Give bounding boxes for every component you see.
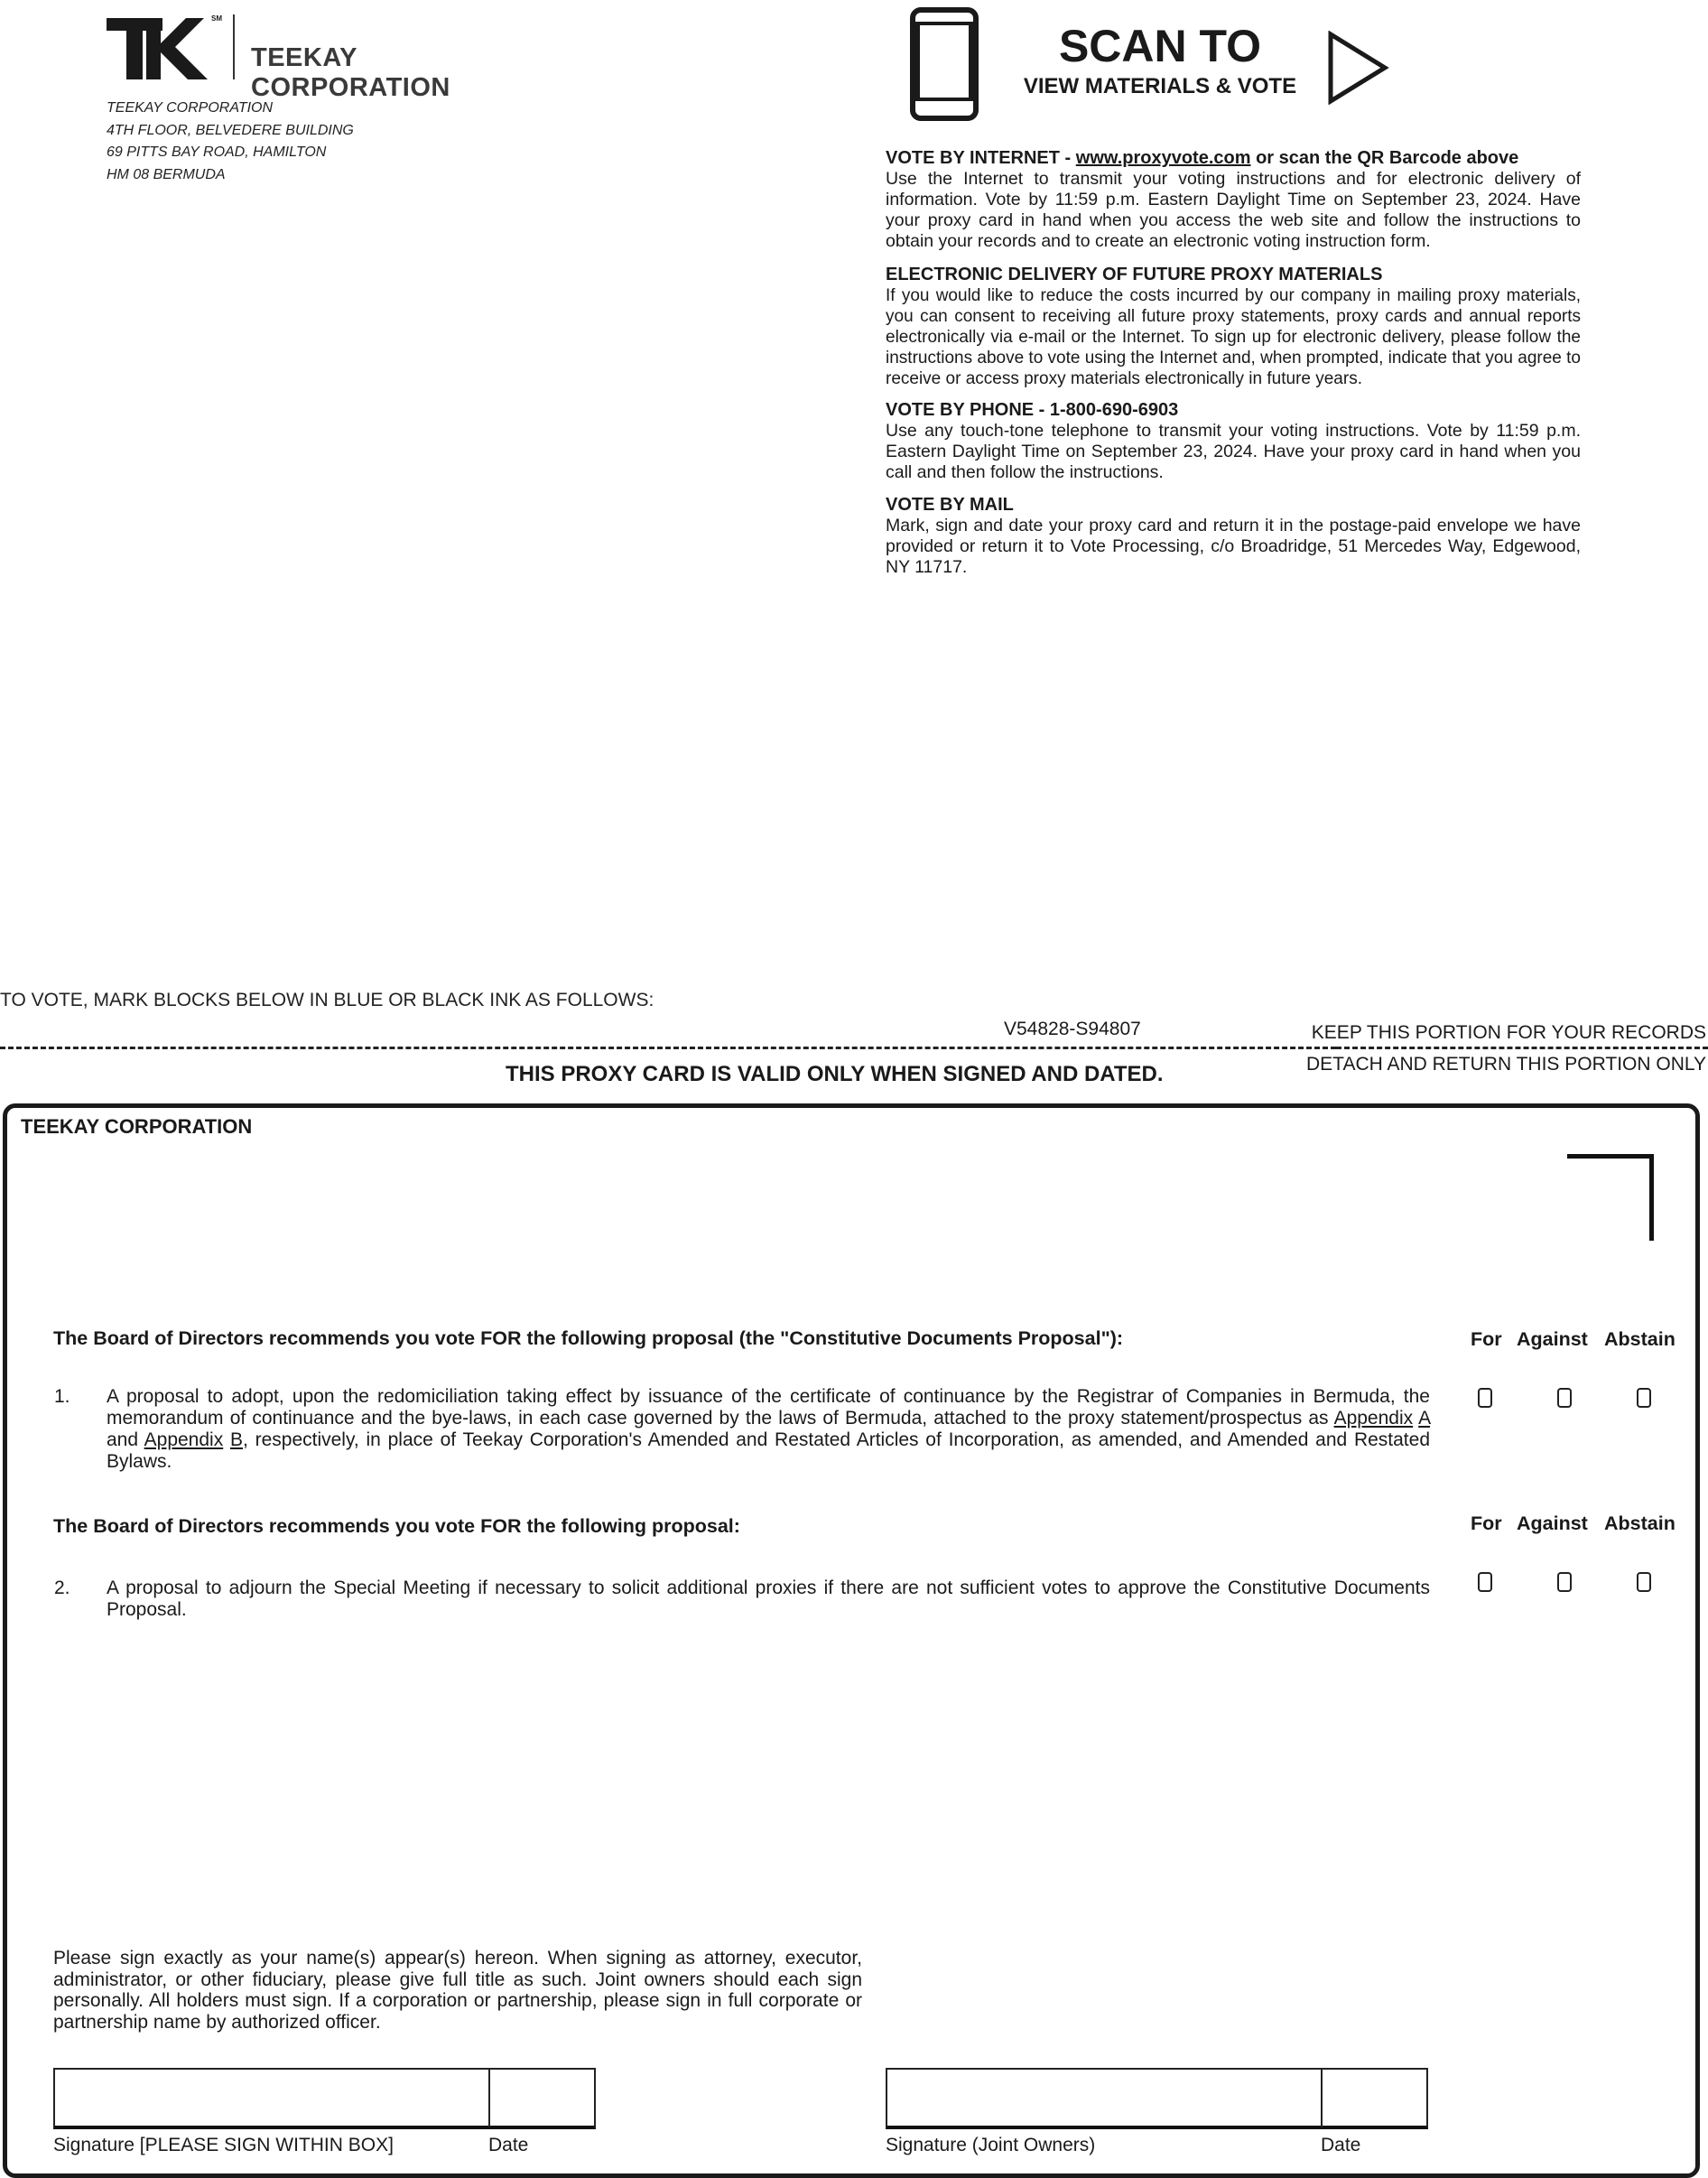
vote-by-mail <box>886 495 1581 578</box>
col-abstain: Abstain <box>1604 1328 1676 1350</box>
proposal2-number: 2. <box>54 1578 70 1598</box>
proposal2-against-checkbox[interactable] <box>1557 1572 1572 1592</box>
joint-date-label: Date <box>1321 2135 1361 2155</box>
signature-instructions: Please sign exactly as your name(s) appear(s) hereon. When signing as attorney, executor, administrator, or other fiduciary, please give full title as such. Joint owners should each sign personally. All holders must sign. If a corporation or partnership, please sign in full corporate or partnership name by authorized officer. <box>53 1948 862 2033</box>
vote-mail-body: Mark, sign and date your proxy card and return it in the postage-paid envelope we have provided or return it to Vote Processing, c/o Broadridge, 51 Mercedes Way, Edgewood, NY 11717. <box>886 516 1581 577</box>
appendix-b-ref: Appendix <box>144 1429 224 1450</box>
col-against: Against <box>1517 1328 1588 1350</box>
vote-internet-body: Use the Internet to transmit your voting instructions and for electronic delivery of information. Vote by 11:59 p.m. Eastern Daylight Time on September 23, 2024. Have your proxy card in hand when you access the web site and follow the instructions to obtain your records and to create an electronic voting instruction form. <box>886 169 1581 251</box>
address-line: TEEKAY CORPORATION <box>107 100 274 116</box>
mark-instructions: TO VOTE, MARK BLOCKS BELOW IN BLUE OR BLACK INK AS FOLLOWS: <box>0 990 654 1010</box>
vote-internet-heading: VOTE BY INTERNET - www.proxyvote.com or scan the QR Barcode above <box>886 148 1519 168</box>
address-line: 69 PITTS BAY ROAD, HAMILTON <box>107 144 327 160</box>
valid-notice: THIS PROXY CARD IS VALID ONLY WHEN SIGNED AND DATED. <box>506 1062 1164 1086</box>
date-label: Date <box>488 2135 529 2155</box>
card-company-name: TEEKAY CORPORATION <box>21 1115 253 1138</box>
detach-dashed-line <box>0 1047 1336 1049</box>
play-arrow-icon <box>1327 31 1390 105</box>
signature-label: Signature [PLEASE SIGN WITHIN BOX] <box>53 2135 394 2155</box>
signature-date-divider <box>488 2070 490 2127</box>
joint-signature-box[interactable] <box>886 2068 1428 2129</box>
service-mark-label: SM <box>211 14 222 23</box>
electronic-delivery <box>886 265 1581 389</box>
proposal1-abstain-checkbox[interactable] <box>1637 1388 1651 1408</box>
signature-box[interactable] <box>53 2068 596 2129</box>
proposal2-recommendation: The Board of Directors recommends you vote FOR the following proposal: <box>53 1515 740 1537</box>
joint-date-divider <box>1321 2070 1323 2127</box>
vote-by-phone <box>886 400 1581 483</box>
proposal2-text: A proposal to adjourn the Special Meeting if necessary to solicit additional proxies if there are not sufficient votes to approve the Constitutive Documents Proposal. <box>107 1578 1430 1620</box>
company-address <box>107 98 354 186</box>
company-logo <box>107 13 540 102</box>
scan-subtitle: VIEW MATERIALS & VOTE <box>1023 74 1297 98</box>
logo-wordmark: TEEKAY CORPORATION <box>251 43 450 102</box>
col-for: For <box>1471 1512 1502 1534</box>
address-line: HM 08 BERMUDA <box>107 166 226 182</box>
proposal1-against-checkbox[interactable] <box>1557 1388 1572 1408</box>
proxyvote-link[interactable]: www.proxyvote.com <box>1075 148 1251 168</box>
appendix-a-ref: Appendix <box>1333 1408 1414 1429</box>
control-code: V54828-S94807 <box>1004 1019 1141 1039</box>
col-for: For <box>1471 1328 1502 1350</box>
vote-phone-heading: VOTE BY PHONE - 1-800-690-6903 <box>886 400 1179 420</box>
proposal1-text: A proposal to adopt, upon the redomiciliation taking effect by issuance of the certificate of continuance by the Registrar of Companies in Bermuda, the memorandum of continuance and the bye-laws, in each case governed by the laws of Bermuda, attached to the proxy statement/prospectus as Appendix A and Appendix B, respectively, in place of Teekay Corporation's Amended and Restated Articles of Incorporation, as amended, and Amended and Restated Bylaws. <box>107 1386 1430 1472</box>
joint-signature-label: Signature (Joint Owners) <box>886 2135 1096 2155</box>
detach-dashed-line-right <box>1336 1047 1708 1049</box>
teekay-logo-icon <box>107 13 213 83</box>
keep-portion-label: KEEP THIS PORTION FOR YOUR RECORDS <box>1306 1022 1706 1044</box>
vote-by-internet <box>886 148 1581 252</box>
proposal1-number: 1. <box>54 1386 70 1407</box>
logo-divider <box>233 14 235 79</box>
registration-corner-mark <box>1567 1154 1654 1241</box>
scan-title: SCAN TO <box>1058 21 1262 71</box>
smartphone-icon <box>910 7 979 121</box>
electronic-delivery-body: If you would like to reduce the costs incurred by our company in mailing proxy materials, you can consent to receiving all future proxy statements, proxy cards and annual reports electronically via e-mail or the Internet. To sign up for electronic delivery, please follow the instructions above to vote using the Internet and, when prompted, indicate that you agree to receive or access proxy materials electronically in future years. <box>886 286 1581 388</box>
electronic-delivery-heading: ELECTRONIC DELIVERY OF FUTURE PROXY MATERIALS <box>886 265 1383 284</box>
address-line: 4TH FLOOR, BELVEDERE BUILDING <box>107 122 354 138</box>
vote-phone-body: Use any touch-tone telephone to transmit your voting instructions. Vote by 11:59 p.m. Eastern Daylight Time on September 23, 2024. Have your proxy card in hand when you call and then follow the instructions. <box>886 421 1581 482</box>
detach-return-label: DETACH AND RETURN THIS PORTION ONLY <box>1306 1054 1706 1075</box>
proposal2-for-checkbox[interactable] <box>1478 1572 1492 1592</box>
col-against: Against <box>1517 1512 1588 1534</box>
proposal2-abstain-checkbox[interactable] <box>1637 1572 1651 1592</box>
proposal1-recommendation: The Board of Directors recommends you vote FOR the following proposal (the "Constitutive Documents Proposal"): <box>53 1327 1124 1349</box>
proposal1-for-checkbox[interactable] <box>1478 1388 1492 1408</box>
vote-mail-heading: VOTE BY MAIL <box>886 495 1014 515</box>
col-abstain: Abstain <box>1604 1512 1676 1534</box>
